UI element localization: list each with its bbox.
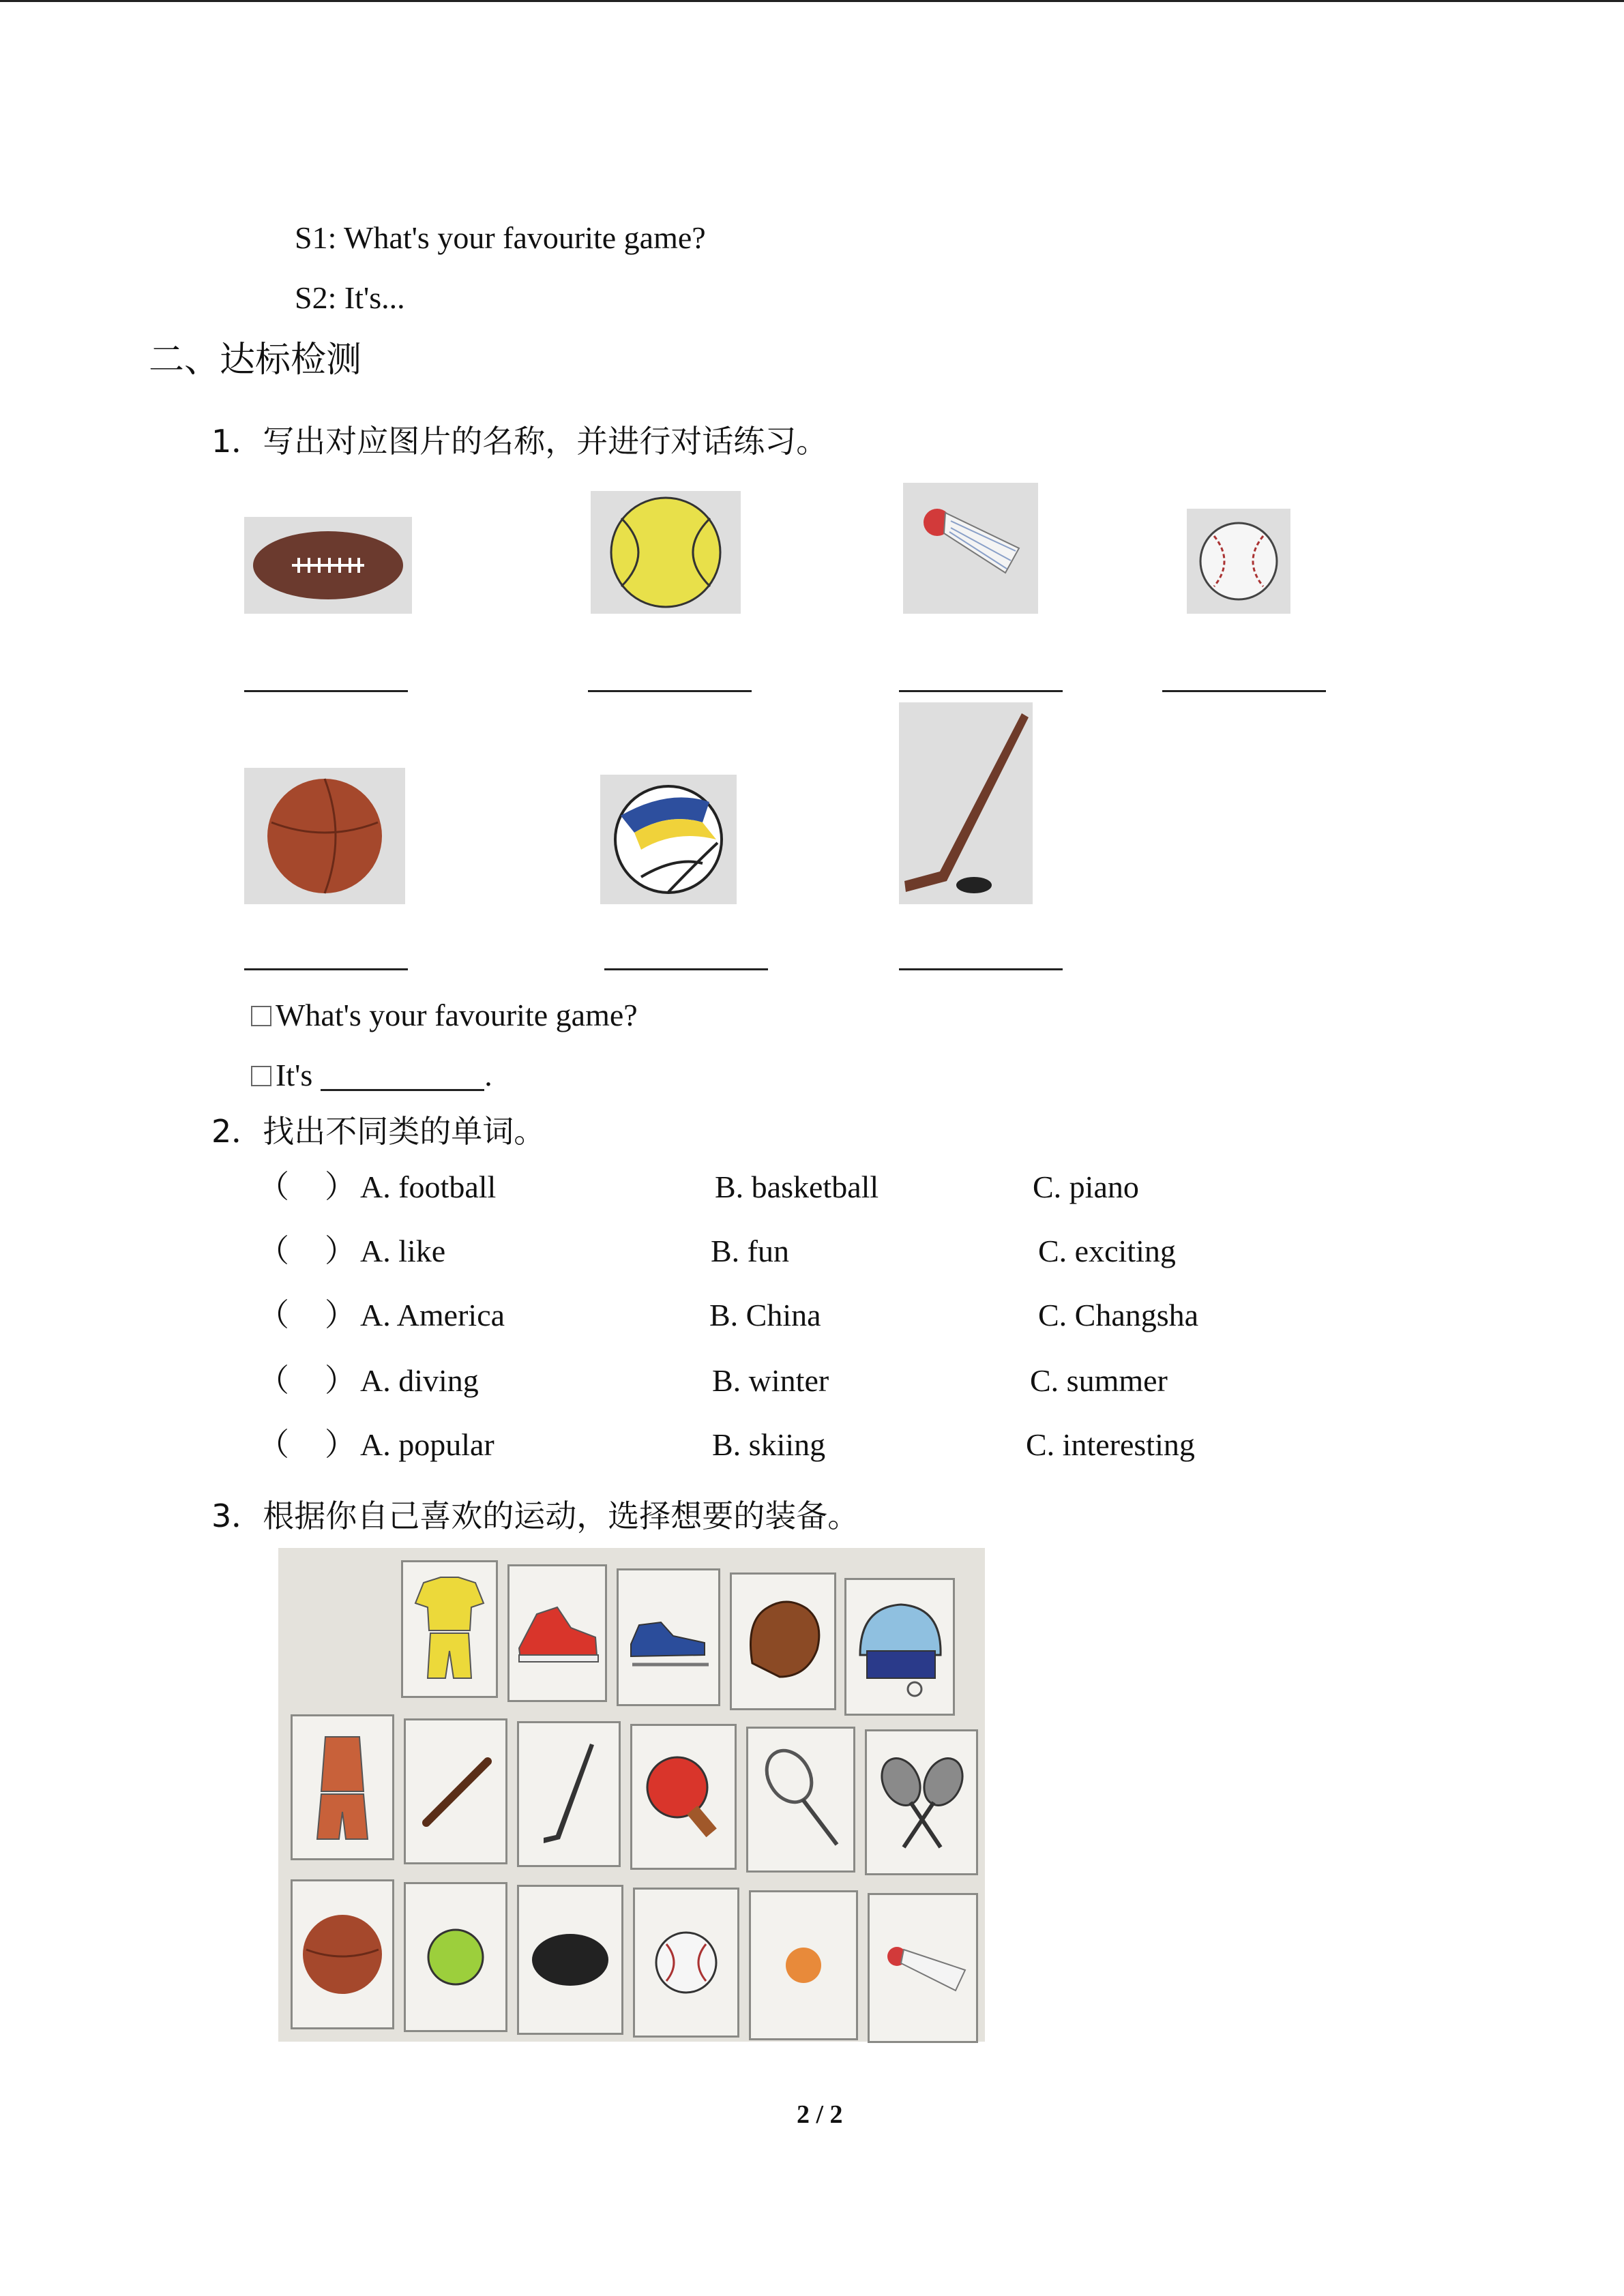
ping-pong-ball-icon[interactable]	[749, 1890, 858, 2040]
option-b: B. winter	[712, 1363, 829, 1398]
tennis-rackets-icon[interactable]	[865, 1729, 978, 1875]
checkbox-icon	[251, 1066, 271, 1086]
answer-blank[interactable]	[244, 690, 408, 692]
option-a: A. diving	[360, 1363, 479, 1398]
option-c: C. Changsha	[1038, 1298, 1199, 1332]
answer-paren-open[interactable]: （	[258, 1169, 289, 1204]
answer-paren-close: ）	[325, 1363, 356, 1398]
practice-answer	[251, 1060, 492, 1091]
equipment-grid	[278, 1548, 985, 2042]
answer-blank[interactable]	[604, 968, 768, 970]
tennis-ball-icon[interactable]	[404, 1882, 507, 2032]
hockey-puck-icon[interactable]	[517, 1885, 623, 2035]
answer-suffix: .	[484, 1058, 492, 1092]
answer-blank[interactable]	[899, 690, 1063, 692]
baseball-glove-icon[interactable]	[730, 1572, 836, 1710]
answer-paren-close: ）	[325, 1169, 356, 1204]
badminton-racket-icon[interactable]	[746, 1727, 855, 1873]
baseball-icon[interactable]	[633, 1888, 739, 2038]
shuttlecock-icon[interactable]	[868, 1893, 978, 2043]
red-sneaker-icon[interactable]	[507, 1564, 607, 1702]
option-a: A. popular	[360, 1427, 494, 1462]
answer-paren-close: ）	[325, 1427, 356, 1462]
option-c: C. piano	[1033, 1169, 1139, 1204]
page-number: 2 / 2	[797, 2100, 843, 2129]
option-c: C. exciting	[1038, 1234, 1176, 1268]
volleyball-icon	[600, 775, 737, 904]
q2-prompt: 2．找出不同类的单词。	[211, 1113, 546, 1150]
dialogue-line-s1: S1: What's your favourite game?	[295, 220, 706, 255]
shuttlecock-icon	[903, 483, 1038, 614]
dialogue-line-s2: S2: It's...	[295, 280, 405, 315]
q1-prompt: 1．写出对应图片的名称，并进行对话练习。	[211, 423, 828, 460]
answer-blank[interactable]	[244, 968, 408, 970]
option-a: A. football	[360, 1169, 497, 1204]
answer-paren-open[interactable]: （	[258, 1298, 289, 1332]
answer-blank[interactable]	[899, 968, 1063, 970]
ping-pong-paddle-icon[interactable]	[630, 1724, 737, 1870]
option-a: A. America	[360, 1298, 505, 1332]
top-rule	[0, 0, 1624, 2]
answer-paren-open[interactable]: （	[258, 1427, 289, 1462]
answer-paren-close: ）	[325, 1234, 356, 1268]
q3-prompt: 3．根据你自己喜欢的运动，选择想要的装备。	[211, 1497, 859, 1534]
sports-uniform-icon[interactable]	[401, 1560, 498, 1698]
hockey-stick-icon[interactable]	[517, 1721, 621, 1867]
american-football-icon	[244, 517, 412, 614]
answer-prefix: It's	[276, 1058, 313, 1092]
option-c: C. summer	[1030, 1363, 1168, 1398]
basketball-icon[interactable]	[291, 1879, 394, 2029]
option-b: B. skiing	[712, 1427, 826, 1462]
answer-paren-open[interactable]: （	[258, 1363, 289, 1398]
option-b: B. fun	[711, 1234, 789, 1268]
hockey-stick-icon	[899, 702, 1033, 904]
option-c: C. interesting	[1026, 1427, 1195, 1462]
section-title: 二、达标检测	[149, 340, 362, 381]
helmet-icon[interactable]	[844, 1578, 955, 1716]
practice-question-text: What's your favourite game?	[276, 998, 638, 1032]
answer-paren-open[interactable]: （	[258, 1234, 289, 1268]
checkbox-icon	[251, 1006, 271, 1026]
option-b: B. basketball	[715, 1169, 879, 1204]
option-b: B. China	[709, 1298, 821, 1332]
answer-blank[interactable]	[588, 690, 752, 692]
basketball-icon	[244, 768, 405, 904]
answer-paren-close: ）	[325, 1298, 356, 1332]
practice-question	[251, 1000, 638, 1031]
basketball-uniform-icon[interactable]	[291, 1714, 394, 1860]
skate-icon[interactable]	[617, 1568, 720, 1706]
option-a: A. like	[360, 1234, 446, 1268]
baseball-bat-icon[interactable]	[404, 1718, 507, 1864]
answer-blank[interactable]	[321, 1064, 484, 1091]
answer-blank[interactable]	[1162, 690, 1326, 692]
baseball-icon	[1187, 509, 1290, 614]
tennis-ball-icon	[591, 491, 741, 614]
